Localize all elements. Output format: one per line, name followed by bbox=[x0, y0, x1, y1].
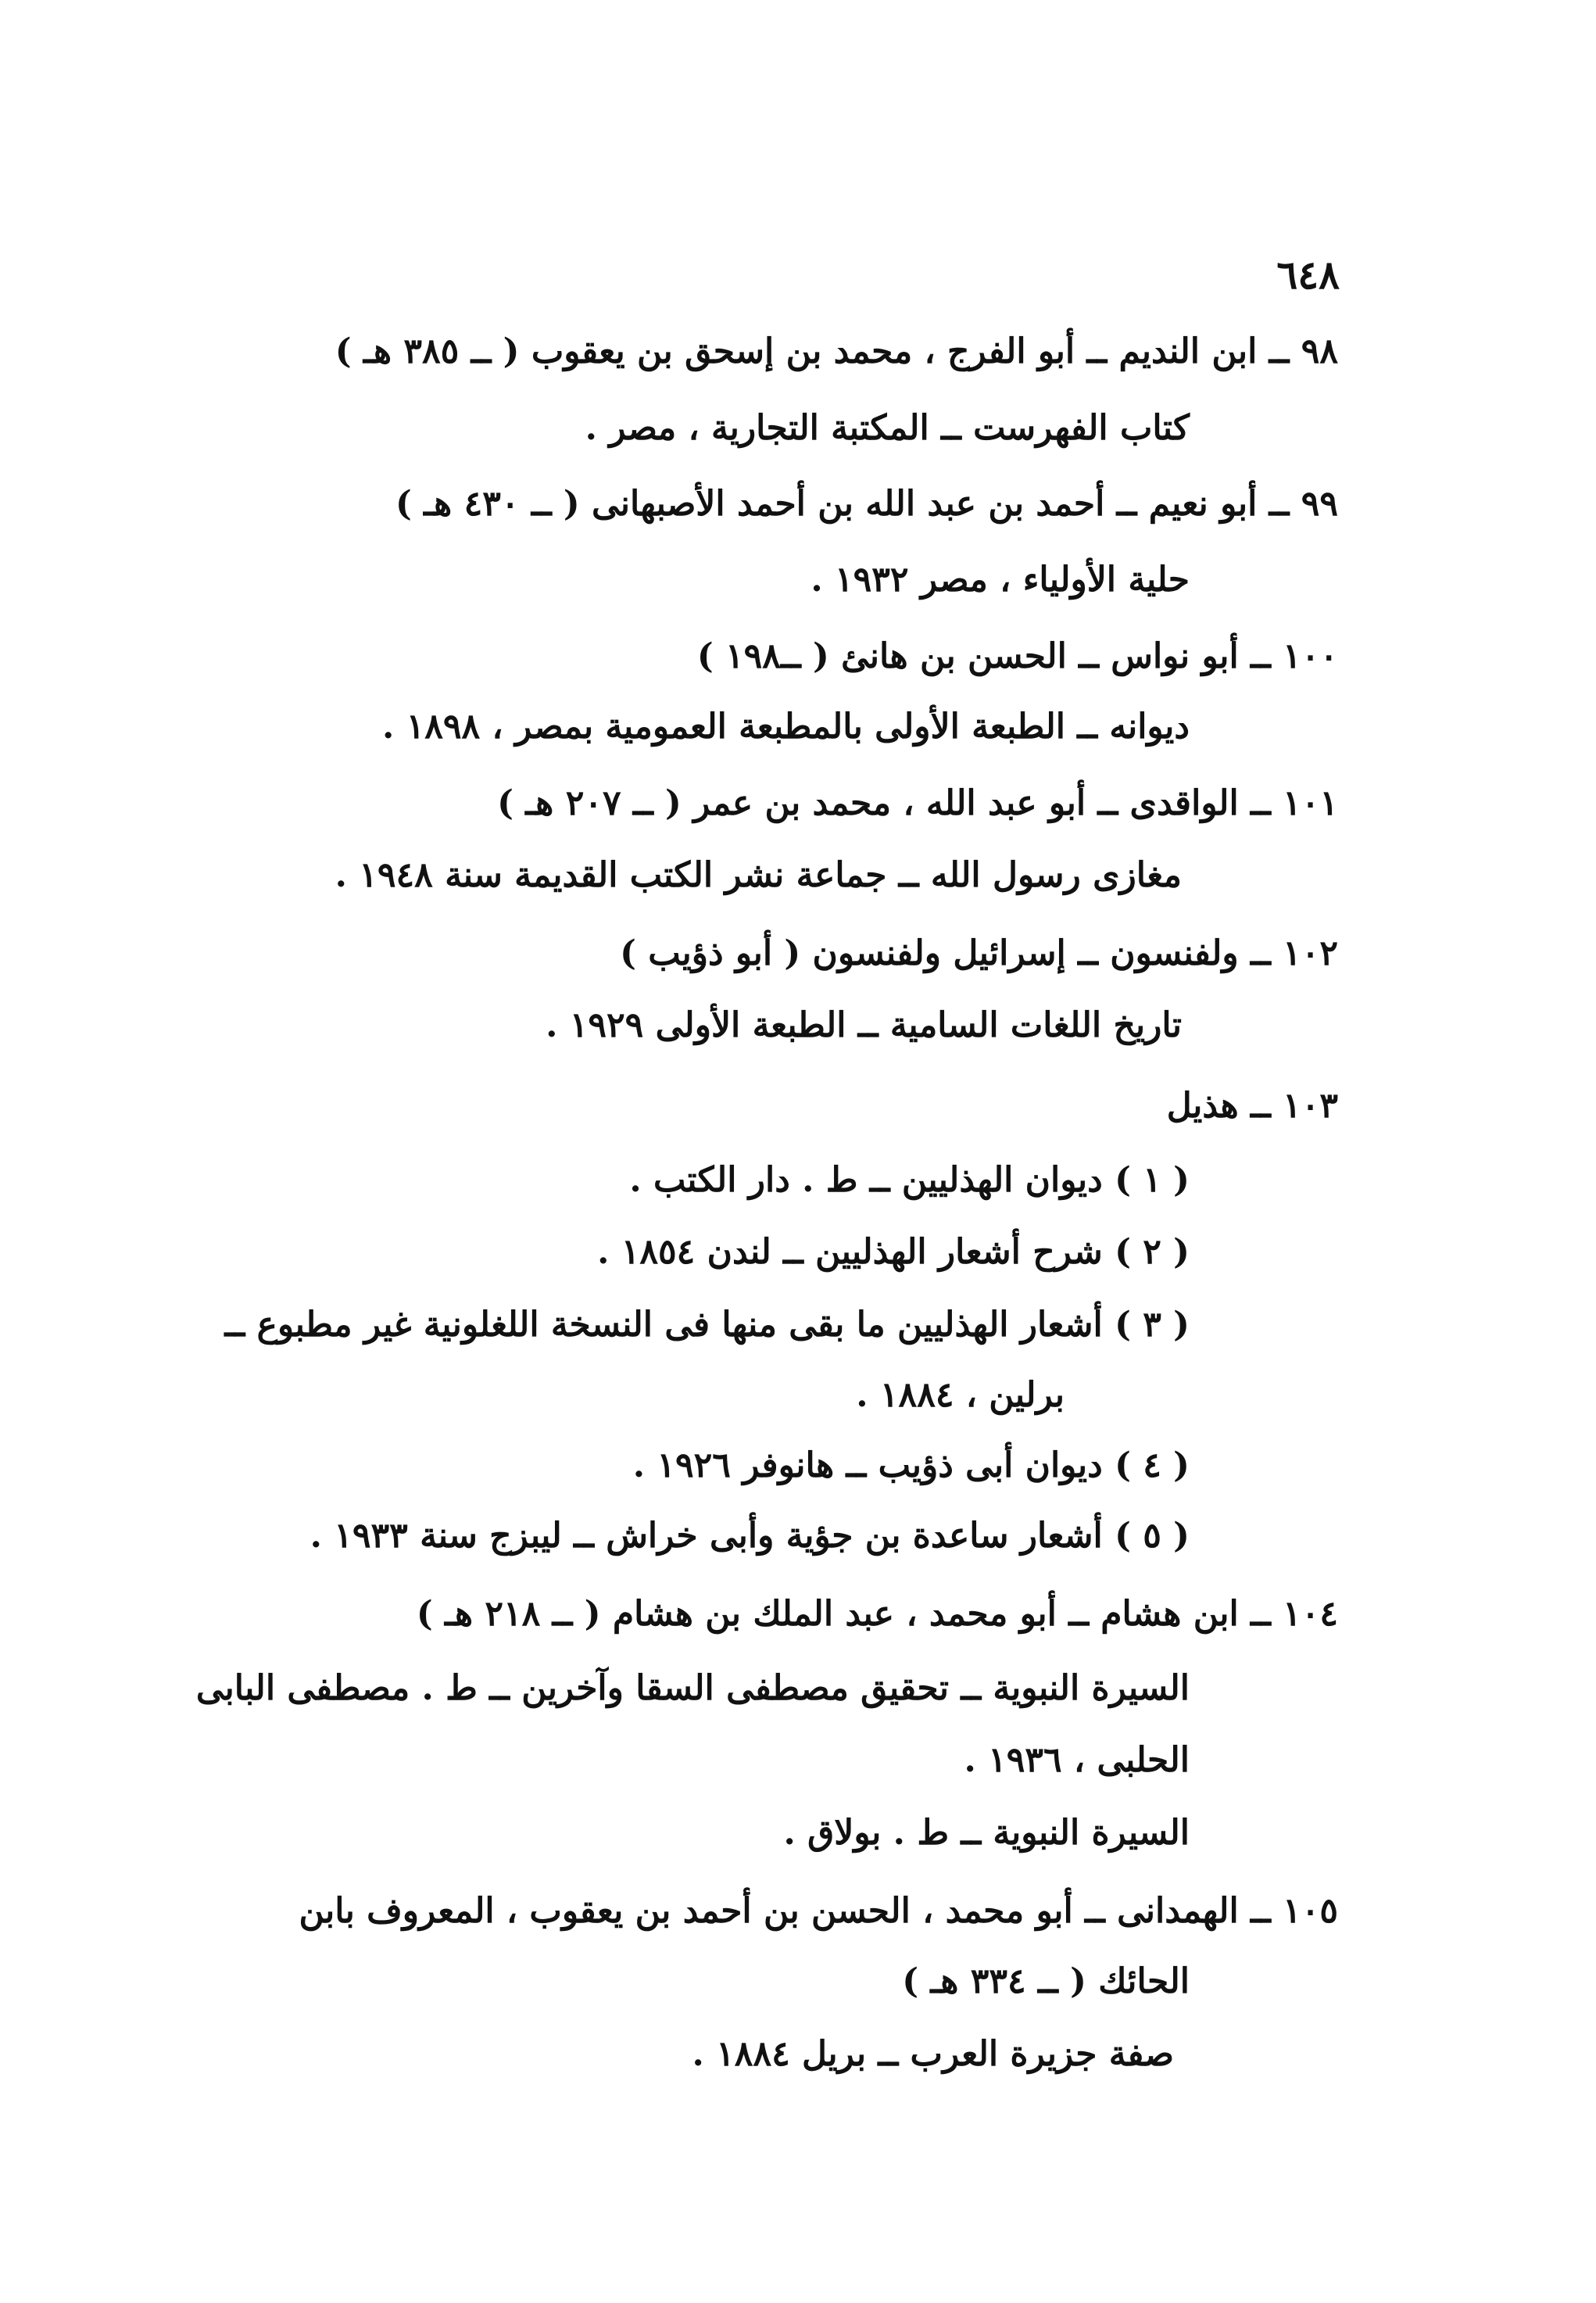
entry-105-title: صفة جزيرة العرب ــ بريل ١٨٨٤ . bbox=[692, 2034, 1174, 2074]
entry-102-heading: ١٠٢ ــ ولفنسون ــ إسرائيل ولفنسون ( أبو ذؤيب ) bbox=[620, 933, 1338, 973]
entry-103-item-5: ( ٥ ) أشعار ساعدة بن جؤية وأبى خراش ــ ليبزج سنة ١٩٣٣ . bbox=[310, 1516, 1190, 1556]
entry-103-item-2: ( ٢ ) شرح أشعار الهذليين ــ لندن ١٨٥٤ . bbox=[597, 1232, 1190, 1272]
entry-100-heading: ١٠٠ ــ أبو نواس ــ الحسن بن هانئ ( ــ١٩٨ ) bbox=[696, 636, 1338, 676]
entry-105-heading: ١٠٥ ــ الهمدانى ــ أبو محمد ، الحسن بن أحمد بن يعقوب ، المعروف بابن bbox=[299, 1891, 1338, 1931]
entry-99-title: حلية الأولياء ، مصر ١٩٣٢ . bbox=[811, 560, 1190, 600]
entry-103-item-3-cont: برلين ، ١٨٨٤ . bbox=[856, 1375, 1065, 1415]
entry-99-heading: ٩٩ ــ أبو نعيم ــ أحمد بن عبد الله بن أحمد الأصبهانى ( ــ ٤٣٠ هـ ) bbox=[395, 484, 1338, 524]
entry-104-title-1: السيرة النبوية ــ تحقيق مصطفى السقا وآخرين ــ ط . مصطفى البابى bbox=[195, 1668, 1190, 1708]
entry-100-title: ديوانه ــ الطبعة الأولى بالمطبعة العمومية بمصر ، ١٨٩٨ . bbox=[381, 707, 1190, 747]
entry-98-title: كتاب الفهرست ــ المكتبة التجارية ، مصر . bbox=[585, 408, 1190, 448]
entry-102-title: تاريخ اللغات السامية ــ الطبعة الأولى ١٩٢٩ . bbox=[546, 1005, 1182, 1045]
entry-103-item-3: ( ٣ ) أشعار الهذليين ما بقى منها فى النسخة اللغلونية غير مطبوع ــ bbox=[224, 1305, 1190, 1345]
entry-103-heading: ١٠٣ ــ هذيل bbox=[1166, 1086, 1338, 1126]
entry-101-title: مغازى رسول الله ــ جماعة نشر الكتب القديمة سنة ١٩٤٨ . bbox=[335, 855, 1182, 895]
entry-105-heading-cont: الحائك ( ــ ٣٣٤ هـ ) bbox=[902, 1961, 1190, 2001]
entry-104-title-1-cont: الحلبى ، ١٩٣٦ . bbox=[964, 1740, 1190, 1780]
entry-98-heading: ٩٨ ــ ابن النديم ــ أبو الفرج ، محمد بن إسحق بن يعقوب ( ــ ٣٨٥ هـ ) bbox=[335, 331, 1338, 371]
entry-103-item-1: ( ١ ) ديوان الهذليين ــ ط . دار الكتب . bbox=[629, 1160, 1190, 1200]
entry-104-heading: ١٠٤ ــ ابن هشام ــ أبو محمد ، عبد الملك بن هشام ( ــ ٢١٨ هـ ) bbox=[416, 1594, 1338, 1634]
page-number: ٦٤٨ bbox=[1276, 252, 1340, 298]
entry-104-title-2: السيرة النبوية ــ ط . بولاق . bbox=[783, 1813, 1190, 1853]
entry-103-item-4: ( ٤ ) ديوان أبى ذؤيب ــ هانوفر ١٩٢٦ . bbox=[632, 1445, 1190, 1485]
entry-101-heading: ١٠١ ــ الواقدى ــ أبو عبد الله ، محمد بن عمر ( ــ ٢٠٧ هـ ) bbox=[497, 783, 1338, 823]
